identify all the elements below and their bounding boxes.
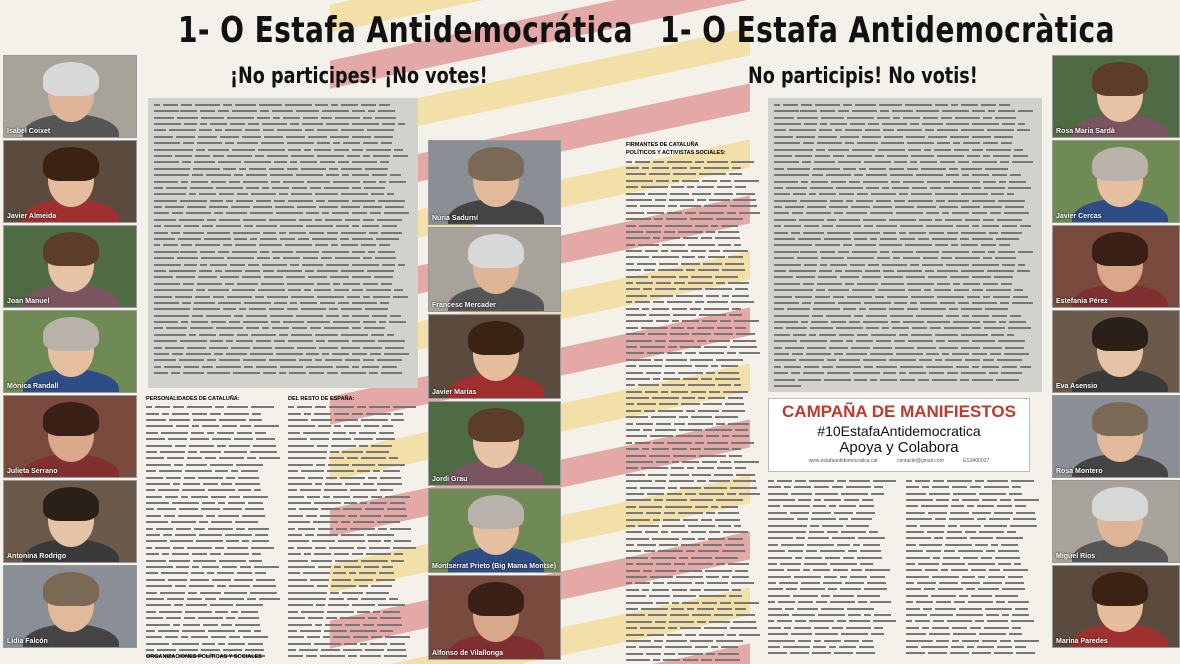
text-line — [626, 498, 764, 504]
text-line — [288, 456, 420, 462]
text-line — [626, 542, 764, 548]
section-firmantes: FIRMANTES DE CATALUÑA — [626, 142, 699, 148]
text-line — [288, 468, 420, 474]
photo-caption: Marina Paredes — [1056, 638, 1108, 645]
left-org-footer — [146, 652, 284, 664]
photo-caption: Javier Marías — [432, 389, 477, 396]
left-signatories-col1 — [146, 394, 284, 664]
text-line — [626, 638, 764, 644]
section-politicos: POLÍTICOS Y ACTIVISTAS SOCIALES: — [626, 150, 726, 157]
text-line — [774, 121, 1036, 127]
text-line — [774, 268, 1036, 274]
photo-caption: Javier Cercas — [1056, 213, 1102, 220]
text-line — [774, 255, 1036, 261]
text-line — [154, 223, 412, 229]
text-line — [288, 417, 420, 423]
text-line — [906, 631, 1042, 637]
photo-hair — [43, 402, 99, 436]
portrait-photo — [428, 401, 561, 486]
text-line — [626, 351, 764, 357]
text-line — [626, 613, 764, 619]
text-line — [154, 268, 412, 274]
text-line — [288, 647, 420, 653]
text-line — [146, 417, 284, 423]
right-subhead: No participis! No votis! — [748, 64, 978, 89]
text-line — [774, 307, 1036, 313]
right-headline: 1- O Estafa Antidemocràtica — [660, 10, 1115, 51]
text-line — [774, 153, 1036, 159]
text-line — [154, 255, 412, 261]
text-line — [154, 287, 412, 293]
text-line — [288, 615, 420, 621]
text-line — [146, 404, 284, 410]
text-line — [146, 449, 284, 455]
portrait-photo — [428, 314, 561, 399]
text-line — [154, 172, 412, 178]
text-line — [288, 500, 420, 506]
text-line — [906, 516, 1042, 522]
text-line — [154, 140, 412, 146]
portrait-photo — [1052, 565, 1180, 648]
photo-hair — [468, 582, 524, 616]
text-line — [154, 153, 412, 159]
text-line — [768, 529, 900, 535]
photo-caption: Francesc Mercader — [432, 302, 496, 309]
text-line — [154, 338, 412, 344]
photo-hair — [1092, 487, 1148, 521]
section-resto: DEL RESTO DE ESPAÑA: — [288, 396, 355, 402]
portrait-photo — [3, 565, 137, 648]
text-line — [626, 280, 764, 286]
portrait-photo — [3, 310, 137, 393]
text-line — [154, 160, 412, 166]
text-line — [626, 248, 764, 254]
text-line — [774, 287, 1036, 293]
text-line — [774, 377, 1036, 383]
text-line — [154, 300, 412, 306]
text-line — [774, 160, 1036, 166]
left-headline: 1- O Estafa Antidemocrática — [178, 10, 633, 51]
text-line — [154, 307, 412, 313]
text-line — [626, 466, 764, 472]
right-page — [590, 0, 1180, 664]
text-line — [768, 567, 900, 573]
text-line — [906, 644, 1042, 650]
text-line — [146, 583, 284, 589]
campaign-title: CAMPAÑA DE MANIFIESTOS — [782, 402, 1016, 421]
text-line — [288, 404, 420, 410]
text-line — [906, 651, 1042, 657]
text-line — [906, 504, 1042, 510]
photo-hair — [468, 408, 524, 442]
portrait-photo — [1052, 395, 1180, 478]
portrait-photo — [1052, 140, 1180, 223]
photo-hair — [1092, 62, 1148, 96]
photo-caption: Miguel Ríos — [1056, 553, 1096, 560]
text-line — [626, 427, 764, 433]
text-line — [906, 599, 1042, 605]
photo-caption: Rosa Maria Sardà — [1056, 128, 1115, 135]
photo-hair — [1092, 402, 1148, 436]
portrait-photo — [3, 140, 137, 223]
photo-hair — [43, 487, 99, 521]
text-line — [626, 204, 764, 210]
text-line — [626, 561, 764, 567]
right-manifesto-text — [768, 98, 1042, 392]
campaign-banner — [768, 398, 1030, 472]
text-line — [774, 300, 1036, 306]
text-line — [154, 236, 412, 242]
text-line — [774, 338, 1036, 344]
text-line — [768, 484, 900, 490]
photo-hair — [43, 572, 99, 606]
text-line — [768, 631, 900, 637]
photo-hair — [1092, 232, 1148, 266]
photo-caption: Joan Manuel — [7, 298, 50, 305]
text-line — [768, 548, 900, 554]
text-line — [288, 551, 420, 557]
portrait-photo — [428, 488, 561, 573]
text-line — [146, 500, 284, 506]
text-line — [288, 603, 420, 609]
text-line — [626, 165, 764, 171]
photo-hair — [43, 62, 99, 96]
text-line — [774, 140, 1036, 146]
text-line — [626, 216, 764, 222]
text-line — [288, 634, 420, 640]
text-line — [774, 236, 1036, 242]
text-line — [146, 456, 284, 462]
text-line — [146, 436, 284, 442]
text-line — [626, 446, 764, 452]
photo-caption: Antonina Rodrigo — [7, 553, 67, 560]
text-line — [768, 612, 900, 618]
text-line — [146, 532, 284, 538]
portrait-photo — [428, 227, 561, 312]
campaign-footer: www.estafaantidemocratica.cat contacte@gmail.com ES3400027 — [808, 458, 990, 464]
text-line — [906, 497, 1042, 503]
text-line — [626, 312, 764, 318]
text-line — [906, 580, 1042, 586]
photo-caption: Estefania Pérez — [1056, 298, 1108, 305]
left-photo-column — [3, 55, 137, 650]
photo-hair — [43, 317, 99, 351]
campaign-hashtag: #10EstafaAntidemocratica — [817, 423, 981, 439]
photo-hair — [1092, 572, 1148, 606]
text-line — [146, 596, 284, 602]
portrait-photo — [3, 55, 137, 138]
photo-caption: Javier Almeida — [7, 213, 57, 220]
photo-caption: Isabel Coixet — [7, 128, 51, 135]
photo-caption: Julieta Serrano — [7, 468, 58, 475]
text-line — [154, 319, 412, 325]
text-line — [774, 319, 1036, 325]
photo-hair — [43, 147, 99, 181]
text-line — [146, 603, 284, 609]
section-personalidades: PERSONALIDADES DE CATALUÑA: — [146, 396, 240, 402]
left-subhead: ¡No participes! ¡No votes! — [230, 64, 488, 89]
text-line — [626, 299, 764, 305]
text-line — [906, 612, 1042, 618]
left-signatories-col2 — [288, 394, 420, 664]
text-line — [154, 121, 412, 127]
photo-caption: Lidia Falcón — [7, 638, 48, 645]
text-line — [626, 197, 764, 203]
photo-hair — [468, 147, 524, 181]
text-line — [768, 580, 900, 586]
text-line — [774, 351, 1036, 357]
text-line — [906, 536, 1042, 542]
text-line — [906, 567, 1042, 573]
text-line — [774, 204, 1036, 210]
text-line — [774, 108, 1036, 114]
text-line — [768, 651, 900, 657]
mid-photo-column — [428, 140, 561, 662]
text-line — [288, 654, 420, 660]
portrait-photo — [428, 140, 561, 225]
portrait-photo — [3, 395, 137, 478]
text-line — [626, 625, 764, 631]
text-line — [146, 564, 284, 570]
text-line — [626, 267, 764, 273]
text-line — [154, 108, 412, 114]
photo-caption: Núria Sadurní — [432, 215, 478, 222]
text-line — [768, 536, 900, 542]
text-line — [146, 551, 284, 557]
text-line — [626, 331, 764, 337]
text-line — [774, 370, 1036, 376]
portrait-photo — [1052, 480, 1180, 563]
photo-caption: Rosa Montero — [1056, 468, 1103, 475]
photo-hair — [468, 234, 524, 268]
text-line — [626, 382, 764, 388]
text-line — [146, 571, 284, 577]
text-line — [626, 606, 764, 612]
text-line — [626, 491, 764, 497]
text-line — [626, 574, 764, 580]
portrait-photo — [3, 225, 137, 308]
photo-caption: Jordi Grau — [432, 476, 468, 483]
photo-hair — [1092, 147, 1148, 181]
right-signatories-col2 — [768, 478, 900, 664]
portrait-photo — [3, 480, 137, 563]
text-line — [154, 191, 412, 197]
text-line — [154, 370, 412, 376]
photo-caption: Montserrat Prieto (Big Mama Montse) — [432, 563, 557, 570]
photo-hair — [43, 232, 99, 266]
text-line — [146, 634, 284, 640]
text-line — [288, 596, 420, 602]
text-line — [774, 275, 1036, 281]
text-line — [154, 204, 412, 210]
text-line — [774, 128, 1036, 134]
text-line — [906, 548, 1042, 554]
text-line — [626, 395, 764, 401]
text-line — [626, 478, 764, 484]
portrait-photo — [1052, 55, 1180, 138]
text-line — [626, 344, 764, 350]
text-line — [774, 172, 1036, 178]
text-line — [626, 459, 764, 465]
section-organizaciones: ORGANIZACIONES POLÍTICAS Y SOCIALES — [146, 654, 262, 660]
portrait-photo — [1052, 225, 1180, 308]
text-line — [288, 519, 420, 525]
portrait-photo — [428, 575, 561, 660]
text-line — [154, 275, 412, 281]
photo-hair — [468, 321, 524, 355]
left-manifesto-text — [148, 98, 418, 388]
text-line — [768, 599, 900, 605]
right-signatories-col1 — [626, 140, 764, 664]
right-photo-column — [1052, 55, 1180, 650]
text-line — [774, 223, 1036, 229]
photo-hair — [1092, 317, 1148, 351]
photo-caption: Mònica Randall — [7, 383, 59, 390]
text-line — [154, 351, 412, 357]
text-line — [626, 593, 764, 599]
text-line — [906, 484, 1042, 490]
text-line — [146, 487, 284, 493]
photo-caption: Alfonso de Vilallonga — [432, 650, 504, 657]
text-line — [774, 191, 1036, 197]
text-line — [626, 529, 764, 535]
photo-hair — [468, 495, 524, 529]
photo-caption: Eva Asensio — [1056, 383, 1098, 390]
portrait-photo — [1052, 310, 1180, 393]
text-line — [154, 128, 412, 134]
campaign-cta: Apoya y Colabora — [839, 439, 959, 456]
right-signatories-col3 — [906, 478, 1042, 664]
text-line — [626, 184, 764, 190]
